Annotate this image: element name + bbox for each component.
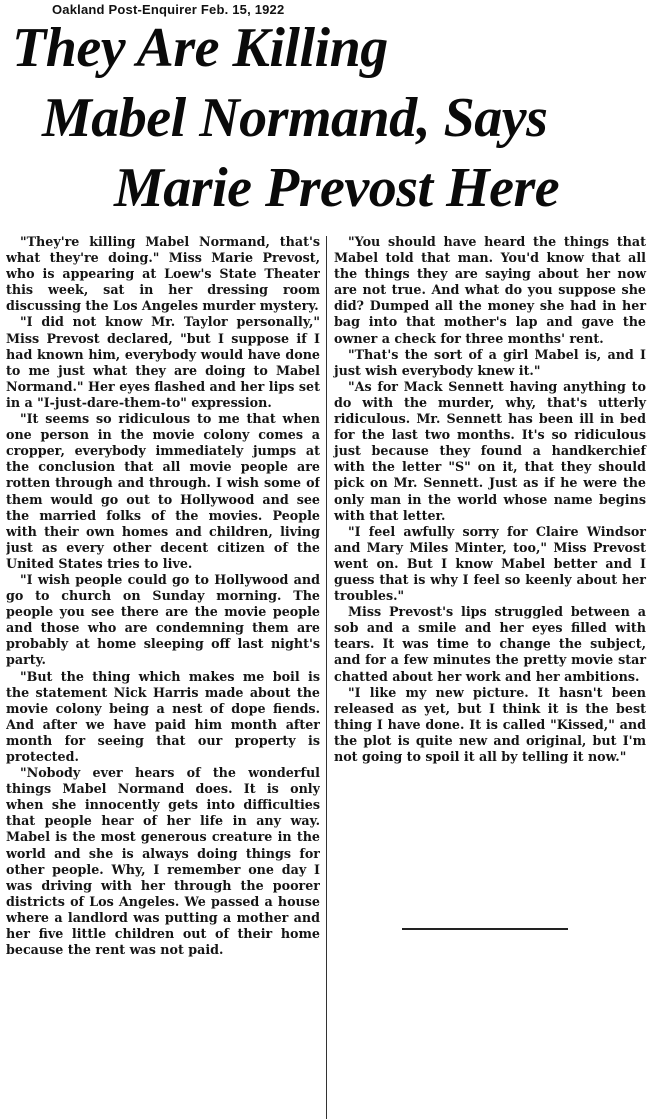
headline-line-2: Mabel Normand, Says <box>42 87 548 149</box>
article-paragraph: "You should have heard the things that Mabel told that man. You'd know that all the things they are saying about her now are not true. And what do you suppose she did? Dumped all the money she had in her bag into that mother's lap and gave the owner a check for three months' rent. <box>334 234 646 346</box>
article-paragraph: "I did not know Mr. Taylor personally," Miss Prevost declared, "but I suppose if I had known him, everybody would have done to me just what they are doing to Mabel Normand." Her eyes flashed and her lips set in a "I-just-dare-them-to" expression. <box>6 314 320 410</box>
headline-line-1: They Are Killing <box>12 17 388 79</box>
article-paragraph: "But the thing which makes me boil is the statement Nick Harris made about the movie colony being a nest of dope fiends. And after we have paid him month after month for seeing that our property is protected. <box>6 668 320 764</box>
article-paragraph: "As for Mack Sennett having anything to do with the murder, why, that's utterly ridiculous. Mr. Sennett has been ill in bed for the last two months. It's so ridiculous just because they found a handkerchief with the letter "S" on it, that they should pick on Mr. Sennett. Just as if he were the only man in the world whose name begins with that letter. <box>334 378 646 523</box>
article-paragraph: "They're killing Mabel Normand, that's what they're doing." Miss Marie Prevost, who is appearing at Loew's State Theater this week, sat in her dressing room discussing the Los Angeles murder mystery. <box>6 234 320 314</box>
article-paragraph: "I feel awfully sorry for Claire Windsor and Mary Miles Minter, too," Miss Prevost went on. But I know Mabel better and I guess that is why I feel so keenly about her troubles." <box>334 523 646 604</box>
article-paragraph: "I like my new picture. It hasn't been released as yet, but I think it is the best thing I have done. It is called "Kissed," and the plot is quite new and original, but I'm not going to spoil it all by telling it now." <box>334 684 646 764</box>
article-column-right <box>334 234 646 765</box>
article-column-left <box>6 234 320 1119</box>
article-paragraph: "I wish people could go to Hollywood and go to church on Sunday morning. The people you see there are the movie people and those who are condemning them are probably at home sleeping off last night's party. <box>6 571 320 668</box>
article-paragraph: "That's the sort of a girl Mabel is, and I just wish everybody knew it." <box>334 346 646 378</box>
article-paragraph: "It seems so ridiculous to me that when one person in the movie colony comes a cropper, everybody immediately jumps at the conclusion that all movie people are rotten through and through. I wish some of them would go out to Hollywood and see the married folks of the movies. People with their own homes and children, living just as every other decent citizen of the United States tries to live. <box>6 411 320 571</box>
source-citation: Oakland Post-Enquirer Feb. 15, 1922 <box>52 2 285 17</box>
article-end-rule <box>402 928 568 930</box>
article-paragraph: Miss Prevost's lips struggled between a sob and a smile and her eyes filled with tears. It was time to change the subject, and for a few minutes the pretty movie star chatted about her work and her ambitions. <box>334 604 646 684</box>
article-paragraph: "Nobody ever hears of the wonderful things Mabel Normand does. It is only when she innocently gets into difficulties that people hear of her life in any way. Mabel is the most generous creature in the world and she is always doing things for other people. Why, I remember one day I was driving with her through the poorer districts of Los Angeles. We passed a house where a landlord was putting a mother and her five little children out of their home because the rent was not paid. <box>6 765 320 958</box>
headline-line-3: Marie Prevost Here <box>114 157 560 219</box>
column-divider <box>326 236 327 1119</box>
